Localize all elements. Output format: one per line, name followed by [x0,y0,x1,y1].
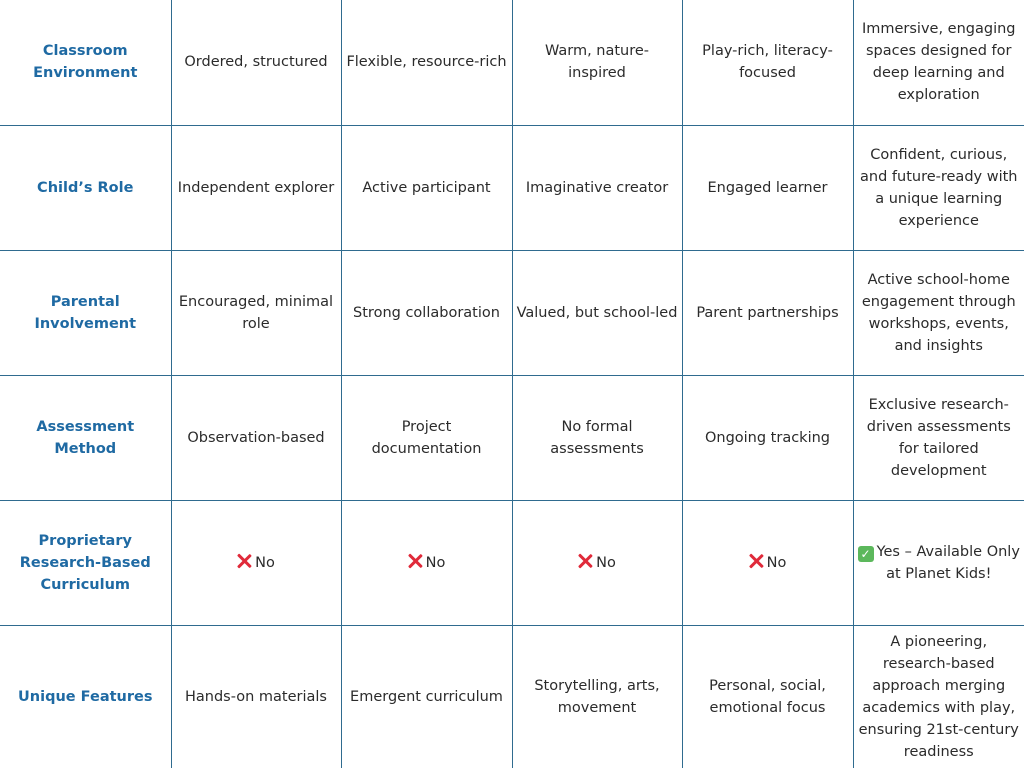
row-label: Parental Involvement [0,250,171,375]
cross-mark-icon [408,554,422,568]
table-cell: Immersive, engaging spaces designed for deep learning and exploration [853,0,1024,125]
table-cell: Confident, curious, and future-ready with a unique learning experience [853,125,1024,250]
cell-text: No [596,554,616,571]
row-proprietary-curriculum [0,500,1024,625]
table-cell: Hands-on materials [171,625,341,768]
check-mark-icon: ✓ [858,546,874,562]
cell-text: No [425,554,446,571]
table-cell: Storytelling, arts, movement [512,625,682,768]
table-cell: Exclusive research-driven assessments for tailored development [853,375,1024,500]
table-cell: Imaginative creator [512,125,682,250]
table-cell: Strong collaboration [341,250,512,375]
table-cell: Parent partnerships [682,250,853,375]
cross-mark-icon [749,554,763,568]
cell-text: No [255,554,275,571]
row-label: Classroom Environment [0,0,171,125]
row-label: Unique Features [0,625,171,768]
table-cell [682,500,853,625]
cross-mark-icon [237,554,251,568]
table-cell: Active school-home engagement through workshops, events, and insights [853,250,1024,375]
table-cell [512,500,682,625]
table-cell: Encouraged, minimal role [171,250,341,375]
table-cell: Project documentation [341,375,512,500]
table-cell [341,500,512,625]
table-cell: Play-rich, literacy-focused [682,0,853,125]
table-cell: Emergent curriculum [341,625,512,768]
row-label: Assessment Method [0,375,171,500]
cell-text: No [766,554,787,571]
table-cell: Personal, social, emotional focus [682,625,853,768]
table-cell: Active participant [341,125,512,250]
row-assessment-method [0,375,1024,500]
table-cell: No formal assessments [512,375,682,500]
table-cell: Warm, nature-inspired [512,0,682,125]
table-cell [853,500,1024,625]
row-label: Child’s Role [0,125,171,250]
row-classroom-environment [0,0,1024,125]
table-cell: Independent explorer [171,125,341,250]
cell-text: Yes – Available Only at Planet Kids! [876,543,1020,582]
table-cell: Observation-based [171,375,341,500]
cross-mark-icon [578,554,592,568]
row-parental-involvement [0,250,1024,375]
row-label: Proprietary Research-Based Curriculum [0,500,171,625]
table-cell: Flexible, resource-rich [341,0,512,125]
table-cell: A pioneering, research-based approach merging academics with play, ensuring 21st-century readiness [853,625,1024,768]
row-childs-role [0,125,1024,250]
table-cell: Ongoing tracking [682,375,853,500]
table-cell: Ordered, structured [171,0,341,125]
table-cell: Engaged learner [682,125,853,250]
table-cell: Valued, but school-led [512,250,682,375]
table-cell [171,500,341,625]
row-unique-features [0,625,1024,768]
